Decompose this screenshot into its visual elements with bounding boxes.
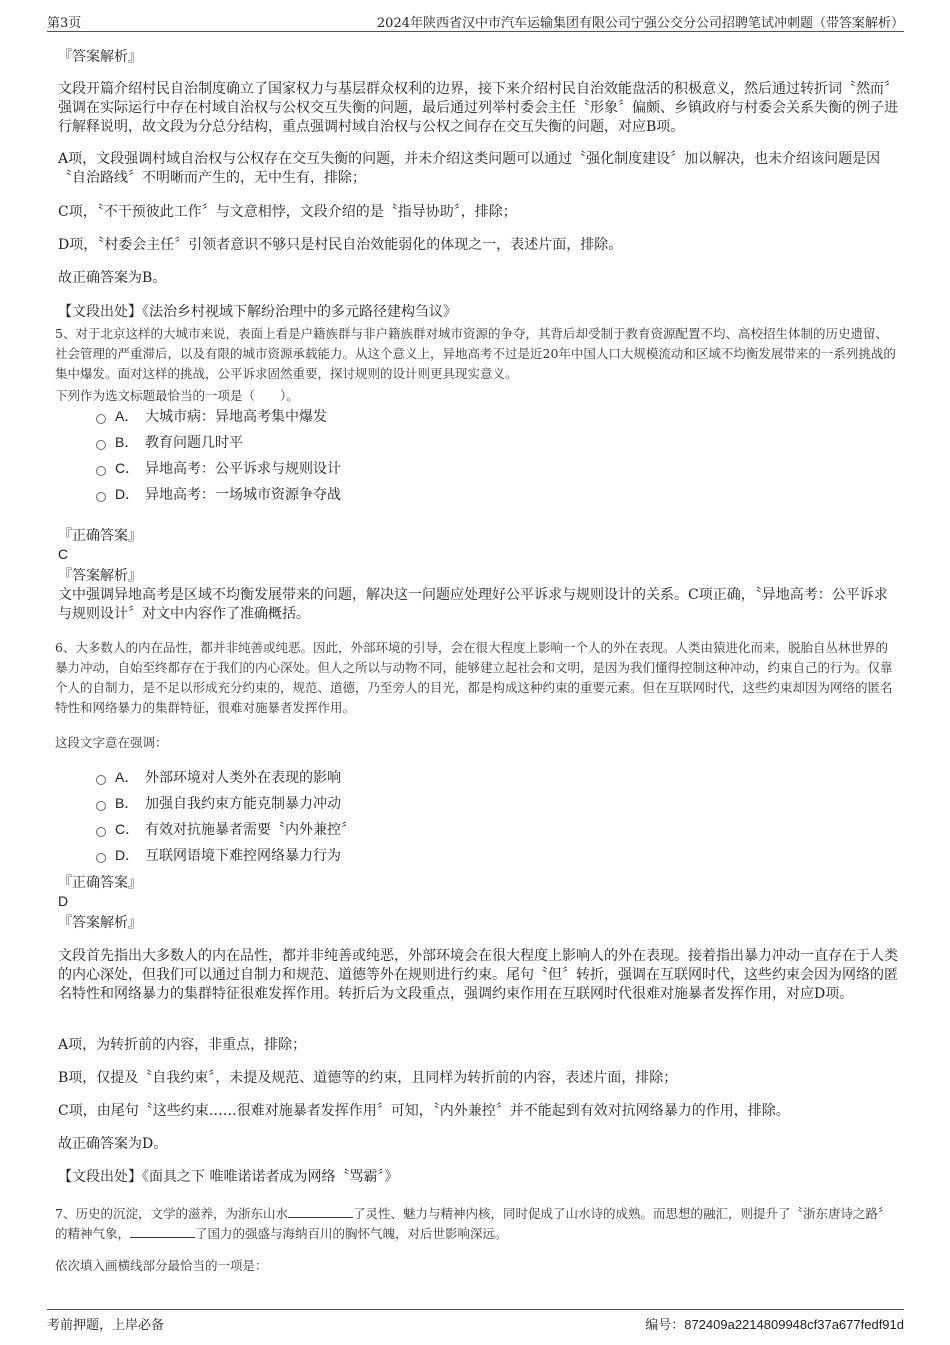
q6-conclusion: 故正确答案为D。: [58, 1136, 168, 1152]
q5-analysis: 文中强调异地高考是区域不均衡发展带来的问题，解决这一问题应处理好公平诉求与规则设计的关系。C项正确，〝异地高考：公平诉求与规则设计〞对文中内容作了准确概括。: [58, 587, 888, 622]
radio-button[interactable]: [96, 414, 106, 424]
q7-prompt: 依次填入画横线部分最恰当的一项是：: [55, 1258, 268, 1273]
q6-analysis-paragraph: 文段首先指出大多数人的内在品性，都并非纯善或纯恶，外部环境会在很大程度上影响人的外在表现。接着指出暴力冲动一直存在于人类的内心深处，但我们可以通过自制力和规范、道德等外在规则进行约束。尾句〝但〞转折，强调在互联网时代，这些约束会因为网络的匿名特性和网络暴力的集群特征很难发挥作用。转折后为文段重点，强调约束作用在互联网时代很难对施暴者发挥作用，对应D项。: [58, 948, 898, 1002]
q4-analysis-label: 『答案解析』: [58, 49, 142, 65]
q7-stem: 7、历史的沉淀，文学的滋养，为浙东山水 了灵性、魅力与精神内核，同时促成了山水诗的成熟。而思想的融汇，则提升了〝浙东唐诗之路〞的精神气象， 了国力的强盛与海纳百川的胸怀气魄，对后世影响深远。: [55, 1206, 891, 1241]
q6-analysis-option-b: B项，仅提及〝自我约束〞，未提及规范、道德等的约束，且同样为转折前的内容，表述片面，排除；: [58, 1070, 678, 1086]
q4-analysis-option-d: D项，〝村委会主任〞引领者意识不够只是村民自治效能弱化的体现之一，表述片面，排除。: [58, 237, 623, 253]
footer-slogan: 考前押题，上岸必备: [47, 1318, 165, 1333]
fill-blank-1: [288, 1205, 353, 1218]
header-divider: [47, 31, 904, 32]
q6-option-a[interactable]: A． 外部环境对人类外在表现的影响: [96, 767, 341, 787]
q5-option-a[interactable]: A． 大城市病：异地高考集中爆发: [96, 406, 327, 426]
q6-stem: 6、大多数人的内在品性，都并非纯善或纯恶。因此，外部环境的引导，会在很大程度上影响一个人的外在表现。人类由猿进化而来，脱胎自丛林世界的暴力冲动，自始至终都存在于我们的内心深处。但人之所以与动物不同，能够建立起社会和文明，是因为我们懂得控制这种冲动，约束自己的行为。仅靠个人的自制力，是不足以形成充分约束的，规范、道德，乃至旁人的目光，都是构成这种约束的重要元素。但在互联网时代，这些约束却因为网络的匿名特性和网络暴力的集群特征，很难对施暴者发挥作用。: [55, 640, 893, 715]
q5-stem: 5、对于北京这样的大城市来说，表面上看是户籍族群与非户籍族群对城市资源的争夺，其背后却受制于教育资源配置不均、高校招生体制的历史遗留、社会管理的严重滞后，以及有限的城市资源承载能力。从这个意义上，异地高考不过是近20年中国人口大规模流动和区域不均衡发展带来的一系列挑战的集中爆发。面对这样的挑战，公平诉求固然重要，探讨规则的设计则更具现实意义。: [55, 326, 896, 381]
footer-divider: [47, 1309, 904, 1310]
radio-button[interactable]: [96, 853, 106, 863]
q6-option-c[interactable]: C． 有效对抗施暴者需要〝内外兼控〞: [96, 819, 355, 839]
q6-prompt: 这段文字意在强调：: [55, 735, 168, 750]
radio-button[interactable]: [96, 440, 106, 450]
page-number: 第3页: [47, 16, 82, 31]
q5-answer-label: 『正确答案』: [58, 528, 142, 544]
fill-blank-2: [130, 1225, 195, 1238]
q6-analysis-option-a: A项，为转折前的内容，非重点，排除；: [58, 1037, 307, 1053]
q4-analysis-option-a: A项，文段强调村域自治权与公权存在交互失衡的问题，并未介绍这类问题可以通过〝强化制度建设〞加以解决，也未介绍该问题是因〝自治路线〞不明晰而产生的，无中生有，排除；: [58, 151, 881, 186]
q4-source: 【文段出处】《法治乡村视域下解纷治理中的多元路径建构刍议》: [58, 304, 457, 320]
q5-analysis-label: 『答案解析』: [58, 568, 142, 584]
q5-option-b[interactable]: B． 教育问题几时平: [96, 432, 243, 452]
q6-analysis-label: 『答案解析』: [58, 915, 142, 931]
q5-option-c[interactable]: C． 异地高考：公平诉求与规则设计: [96, 458, 341, 478]
radio-button[interactable]: [96, 801, 106, 811]
q5-option-d[interactable]: D． 异地高考：一场城市资源争夺战: [96, 484, 341, 504]
q4-analysis-option-c: C项，〝不干预彼此工作〞与文意相悖，文段介绍的是〝指导协助〞，排除；: [58, 204, 517, 220]
q6-answer-label: 『正确答案』: [58, 875, 142, 891]
q6-option-b[interactable]: B． 加强自我约束方能克制暴力冲动: [96, 793, 341, 813]
q6-analysis-option-c: C项，由尾句〝这些约束……很难对施暴者发挥作用〞可知，〝内外兼控〞并不能起到有效对抗网络暴力的作用，排除。: [58, 1103, 790, 1119]
q5-prompt: 下列作为选文标题最恰当的一项是（ ）。: [55, 388, 299, 403]
q6-option-d[interactable]: D． 互联网语境下难控网络暴力行为: [96, 845, 341, 865]
q4-conclusion: 故正确答案为B。: [58, 270, 167, 286]
radio-button[interactable]: [96, 775, 106, 785]
q4-analysis-paragraph: 文段开篇介绍村民自治制度确立了国家权力与基层群众权利的边界，接下来介绍村民自治效能盘活的积极意义，然后通过转折词〝然而〞强调在实际运行中存在村域自治权与公权交互失衡的问题，最后通过列举村委会主任〝形象〞偏颇、乡镇政府与村委会关系失衡的例子进行解释说明，故文段为分总分结构，重点强调村域自治权与公权之间存在交互失衡的问题，对应B项。: [58, 81, 898, 135]
q6-answer: D: [58, 893, 69, 909]
radio-button[interactable]: [96, 827, 106, 837]
radio-button[interactable]: [96, 466, 106, 476]
q6-source: 【文段出处】《面具之下 唯唯诺诺者成为网络〝骂霸〞》: [58, 1169, 399, 1185]
radio-button[interactable]: [96, 492, 106, 502]
q5-answer: C: [58, 546, 69, 562]
document-title: 2024年陕西省汉中市汽车运输集团有限公司宁强公交分公司招聘笔试冲刺题（带答案解析）: [376, 16, 904, 31]
document-code: 编号：872409a2214809948cf37a677fedf91d: [645, 1317, 904, 1333]
